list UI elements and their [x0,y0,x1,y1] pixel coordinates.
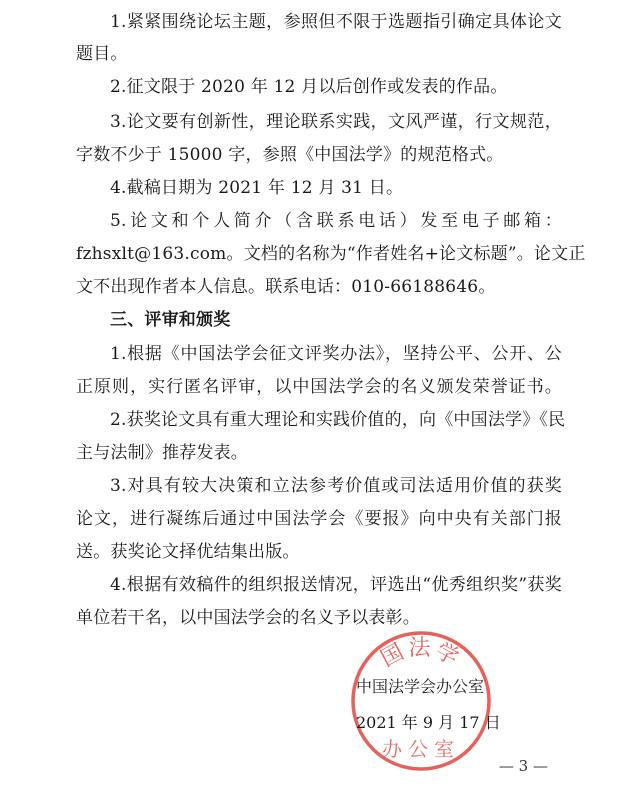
paragraph-6-line-2: 正原则，实行匿名评审，以中国法学会的名义颁发荣誉证书。 [76,377,562,397]
paragraph-1-line-2: 题目。 [76,44,128,64]
paragraph-8-line-3: 送。获奖论文择优结集出版。 [76,542,300,562]
paragraph-8-line-2: 论文，进行凝练后通过中国法学会《要报》向中央有关部门报 [76,509,562,529]
svg-text:办公室: 办公室 [382,737,460,761]
official-seal-icon [348,628,494,774]
paragraph-3-line-1: 3.论文要有创新性，理论联系实践，文风严谨，行文规范， [110,112,562,132]
paragraph-6-line-1: 1.根据《中国法学会征文评奖办法》，坚持公平、公开、公 [110,344,562,364]
signature-organization: 中国法学会办公室 [356,677,485,696]
section-heading-review-awards: 三、评审和颁奖 [110,310,231,330]
paragraph-5-line-2: fzhsxlt@163.com。文档的名称为“作者姓名+论文标题”。论文正 [76,244,586,264]
svg-text:国法学: 国法学 [376,636,466,673]
paragraph-5-line-3: 文不出现作者本人信息。联系电话：010-66188646。 [76,277,496,297]
paragraph-5-line-1: 5.论文和个人简介（含联系电话）发至电子邮箱： [110,211,562,231]
paragraph-9-line-2: 单位若干名，以中国法学会的名义予以表彰。 [76,608,420,628]
signature-date: 2021 年 9 月 17 日 [356,713,501,732]
paragraph-2-line-1: 2.征文限于 2020 年 12 月以后创作或发表的作品。 [110,77,508,97]
paragraph-7-line-1: 2.获奖论文具有重大理论和实践价值的，向《中国法学》《民 [110,410,566,430]
paragraph-4-line-1: 4.截稿日期为 2021 年 12 月 31 日。 [110,178,404,198]
paragraph-1-line-1: 1.紧紧围绕论坛主题，参照但不限于选题指引确定具体论文 [110,12,562,32]
paragraph-7-line-2: 主与法制》推荐发表。 [76,443,248,463]
paragraph-8-line-1: 3.对具有较大决策和立法参考价值或司法适用价值的获奖 [110,476,562,496]
page-number: — 3 — [498,757,548,775]
paragraph-9-line-1: 4.根据有效稿件的组织报送情况，评选出“优秀组织奖”获奖 [110,575,562,595]
paragraph-3-line-2: 字数不少于 15000 字，参照《中国法学》的规范格式。 [76,145,504,165]
